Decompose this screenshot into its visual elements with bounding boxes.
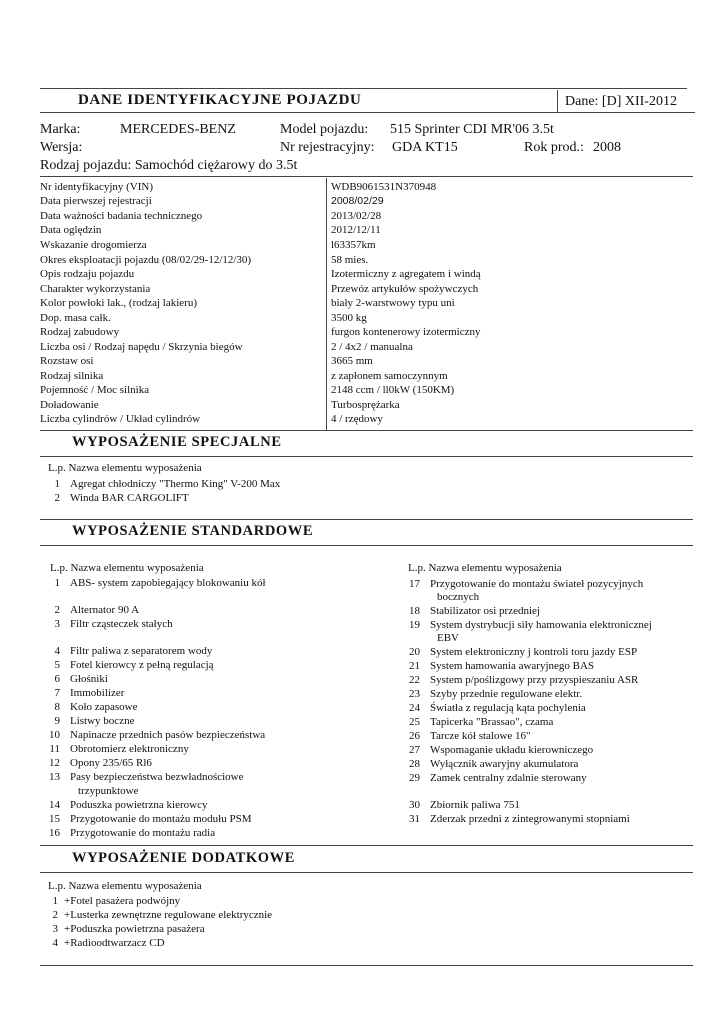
detail-value: 2008/02/29 [331, 195, 384, 207]
item-number: 26 [409, 730, 420, 742]
list-item [40, 908, 272, 922]
additional-title-rule [40, 872, 693, 873]
detail-label: Data oględzin [40, 224, 102, 236]
list-item-continuation: trzypunktowe [78, 785, 139, 797]
detail-value: 3500 kg [331, 312, 367, 324]
item-number: 31 [409, 813, 420, 825]
detail-row [40, 311, 111, 325]
list-item [400, 757, 578, 771]
item-number: 13 [49, 771, 60, 783]
make-value: MERCEDES-BENZ [120, 122, 236, 137]
detail-label: Data ważności badania technicznego [40, 210, 203, 222]
list-item [400, 771, 587, 785]
detail-label: Wskazanie drogomierza [40, 239, 147, 251]
item-name: Zamek centralny zdalnie sterowany [430, 772, 587, 784]
detail-value: Izotermiczny z agregatem i windą [331, 268, 481, 280]
header-top-rule [40, 88, 687, 89]
list-item [40, 672, 108, 686]
list-item [40, 617, 173, 631]
item-name: Głośniki [70, 673, 108, 685]
item-number: 2 [54, 604, 60, 616]
detail-value: 2012/12/11 [331, 224, 381, 236]
item-number: 23 [409, 688, 420, 700]
item-name: Immobilizer [70, 687, 125, 699]
item-name: +Poduszka powietrzna pasażera [64, 923, 205, 935]
item-name: Filtr paliwa z separatorem wody [70, 645, 213, 657]
vehicle-type: Rodzaj pojazdu: Samochód ciężarowy do 3.5t [40, 158, 298, 173]
standard-title-rule [40, 545, 693, 546]
item-number: 22 [409, 674, 420, 686]
detail-value: furgon kontenerowy izotermiczny [331, 326, 481, 338]
item-name: Poduszka powietrzna kierowcy [70, 799, 208, 811]
list-item [400, 687, 582, 701]
list-item [400, 701, 586, 715]
item-number: 25 [409, 716, 420, 728]
detail-value: Turbosprężarka [331, 399, 400, 411]
page-title: DANE IDENTYFIKACYJNE POJAZDU [78, 92, 362, 108]
item-number: 9 [54, 715, 60, 727]
item-name: Tarcze kół stalowe 16" [430, 730, 531, 742]
list-item [40, 728, 265, 742]
item-number: 19 [409, 619, 420, 631]
list-item [40, 603, 139, 617]
summary-bottom-rule [40, 176, 693, 177]
list-item [40, 798, 207, 812]
production-year-label: Rok prod.: [524, 140, 584, 155]
header-bottom-rule [40, 112, 695, 113]
list-item [40, 894, 180, 908]
list-item [400, 715, 553, 729]
item-name: System elektroniczny j kontroli toru jazdy ESP [430, 646, 638, 658]
list-item [40, 644, 212, 658]
item-number: 20 [409, 646, 420, 658]
item-number: 11 [49, 743, 60, 755]
item-number: 18 [409, 605, 420, 617]
details-bottom-rule [40, 430, 693, 431]
list-item [40, 700, 138, 714]
item-name: Tapicerka "Brassao", czama [430, 716, 554, 728]
item-number: 21 [409, 660, 420, 672]
detail-row [40, 209, 202, 223]
detail-value: 2013/02/28 [331, 210, 382, 222]
item-number: 2 [54, 492, 60, 504]
item-number: 15 [49, 813, 60, 825]
list-item-continuation: bocznych [437, 591, 480, 603]
detail-row [40, 180, 153, 194]
item-number: 7 [54, 687, 60, 699]
list-item [40, 714, 134, 728]
make-label: Marka: [40, 122, 81, 137]
item-name: ABS- system zapobiegający blokowaniu kół [70, 577, 266, 589]
detail-label: Opis rodzaju pojazdu [40, 268, 135, 280]
report-date: Dane: [D] XII-2012 [565, 94, 677, 109]
item-number: 1 [54, 478, 60, 490]
list-item [40, 477, 280, 491]
item-name: Winda BAR CARGOLIFT [70, 492, 189, 504]
detail-value: l63357km [331, 239, 376, 251]
standard-equipment-title: WYPOSAŻENIE STANDARDOWE [72, 523, 314, 539]
detail-value: 4 / rzędowy [331, 413, 383, 425]
item-name: Agregat chłodniczy "Thermo King" V-200 Max [70, 478, 281, 490]
detail-row [40, 238, 147, 252]
detail-label: Charakter wykorzystania [40, 283, 151, 295]
detail-row [40, 267, 134, 281]
list-item [40, 742, 189, 756]
item-number: 8 [54, 701, 60, 713]
item-name: System p/poślizgowy przy przyspieszaniu ASR [430, 674, 639, 686]
item-name: +Fotel pasażera podwójny [64, 895, 181, 907]
item-name: Napinacze przednich pasów bezpieczeństwa [70, 729, 266, 741]
list-item [40, 756, 152, 770]
standard-table-header-right: L.p. Nazwa elementu wyposażenia [408, 562, 562, 574]
detail-label: Dop. masa całk. [40, 312, 111, 324]
detail-row [40, 354, 93, 368]
special-equipment-title: WYPOSAŻENIE SPECJALNE [72, 434, 282, 450]
item-number: 5 [54, 659, 60, 671]
item-name: Koło zapasowe [70, 701, 138, 713]
detail-value: 3665 mm [331, 355, 373, 367]
item-name: +Radioodtwarzacz CD [64, 937, 165, 949]
additional-bottom-rule [40, 965, 693, 966]
version-label: Wersja: [40, 140, 83, 155]
item-name: Alternator 90 A [70, 604, 140, 616]
item-number: 10 [49, 729, 60, 741]
detail-value: biały 2-warstwowy typu uni [331, 297, 455, 309]
list-item [40, 686, 124, 700]
list-item [40, 812, 252, 826]
item-number: 4 [52, 937, 58, 949]
list-item [40, 658, 214, 672]
detail-label: Rodzaj silnika [40, 370, 104, 382]
detail-value: Przewóz artykułów spożywczych [331, 283, 479, 295]
additional-table-header: L.p. Nazwa elementu wyposażenia [48, 880, 202, 892]
list-item [40, 770, 244, 784]
detail-row [40, 383, 149, 397]
detail-label: Liczba cylindrów / Układ cylindrów [40, 413, 201, 425]
detail-row [40, 223, 101, 237]
special-title-rule [40, 456, 693, 457]
detail-value: 2 / 4x2 / manualna [331, 341, 413, 353]
item-number: 3 [52, 923, 58, 935]
detail-label: Pojemność / Moc silnika [40, 384, 150, 396]
list-item [400, 604, 540, 618]
item-number: 1 [52, 895, 58, 907]
detail-row [40, 325, 119, 339]
item-name: Zbiornik paliwa 751 [430, 799, 520, 811]
list-item [400, 645, 637, 659]
registration-label: Nr rejestracyjny: [280, 140, 375, 155]
item-number: 2 [52, 909, 58, 921]
detail-row [40, 340, 243, 354]
model-value: 515 Sprinter CDI MR'06 3.5t [390, 122, 554, 137]
detail-value: z zapłonem samoczynnym [331, 370, 448, 382]
detail-row [40, 253, 251, 267]
details-column-divider [326, 178, 327, 430]
detail-label: Data pierwszej rejestracji [40, 195, 152, 207]
item-number: 24 [409, 702, 420, 714]
detail-row [40, 369, 103, 383]
detail-row [40, 296, 197, 310]
item-name: Fotel kierowcy z pełną regulacją [70, 659, 214, 671]
list-item [40, 922, 205, 936]
item-name: Światła z regulacją kąta pochylenia [430, 702, 586, 714]
list-item [400, 618, 652, 632]
list-item [40, 826, 215, 840]
detail-label: Doładowanie [40, 399, 99, 411]
list-item [400, 798, 520, 812]
item-name: System dystrybucji siły hamowania elektronicznej [430, 619, 652, 631]
detail-label: Kolor powłoki lak., (rodzaj lakieru) [40, 297, 198, 309]
item-name: Zderzak przedni z zintegrowanymi stopniami [430, 813, 630, 825]
list-item [40, 576, 266, 590]
item-name: Pasy bezpieczeństwa bezwładnościowe [70, 771, 244, 783]
detail-label: Okres eksploatacji pojazdu (08/02/29-12/12/30) [40, 254, 252, 266]
list-item [40, 936, 165, 950]
detail-row [40, 398, 99, 412]
item-number: 6 [54, 673, 60, 685]
item-number: 16 [49, 827, 60, 839]
item-name: System hamowania awaryjnego BAS [430, 660, 595, 672]
list-item-continuation: EBV [437, 632, 459, 644]
model-label: Model pojazdu: [280, 122, 369, 137]
special-table-header: L.p. Nazwa elementu wyposażenia [48, 462, 202, 474]
item-name: Opony 235/65 Rl6 [70, 757, 152, 769]
detail-label: Nr identyfikacyjny (VIN) [40, 181, 154, 193]
item-number: 27 [409, 744, 420, 756]
item-name: Szyby przednie regulowane elektr. [430, 688, 583, 700]
item-number: 30 [409, 799, 420, 811]
list-item [400, 743, 593, 757]
detail-row [40, 282, 150, 296]
detail-value: WDB9061531N370948 [331, 181, 437, 193]
item-name: Przygotowanie do montażu świateł pozycyjnych [430, 578, 644, 590]
detail-label: Liczba osi / Rodzaj napędu / Skrzynia biegów [40, 341, 243, 353]
item-number: 12 [49, 757, 60, 769]
item-name: Wspomaganie układu kierowniczego [430, 744, 594, 756]
list-item [400, 729, 531, 743]
list-item [400, 673, 638, 687]
detail-label: Rozstaw osi [40, 355, 94, 367]
item-number: 1 [54, 577, 60, 589]
detail-value: 58 mies. [331, 254, 369, 266]
item-number: 28 [409, 758, 420, 770]
item-name: Przygotowanie do montażu radia [70, 827, 216, 839]
header-divider [557, 90, 558, 112]
item-number: 3 [54, 618, 60, 630]
standard-table-header-left: L.p. Nazwa elementu wyposażenia [50, 562, 204, 574]
item-name: Listwy boczne [70, 715, 135, 727]
item-name: Stabilizator osi przedniej [430, 605, 540, 617]
list-item [400, 577, 643, 591]
item-name: +Lusterka zewnętrzne regulowane elektrycznie [64, 909, 273, 921]
production-year-value: 2008 [593, 140, 621, 155]
item-number: 4 [54, 645, 60, 657]
item-number: 29 [409, 772, 420, 784]
detail-row [40, 194, 152, 208]
standard-bottom-rule [40, 845, 693, 846]
item-name: Obrotomierz elektroniczny [70, 743, 189, 755]
item-number: 17 [409, 578, 420, 590]
list-item [400, 812, 630, 826]
detail-value: 2148 ccm / ll0kW (150KM) [331, 384, 455, 396]
detail-label: Rodzaj zabudowy [40, 326, 120, 338]
additional-equipment-title: WYPOSAŻENIE DODATKOWE [72, 850, 296, 866]
item-number: 14 [49, 799, 60, 811]
item-name: Przygotowanie do montażu modułu PSM [70, 813, 252, 825]
list-item [40, 491, 189, 505]
detail-row [40, 412, 200, 426]
item-name: Wyłącznik awaryjny akumulatora [430, 758, 579, 770]
registration-value: GDA KT15 [392, 140, 458, 155]
list-item [400, 659, 594, 673]
special-bottom-rule [40, 519, 693, 520]
item-name: Filtr cząsteczek stałych [70, 618, 173, 630]
